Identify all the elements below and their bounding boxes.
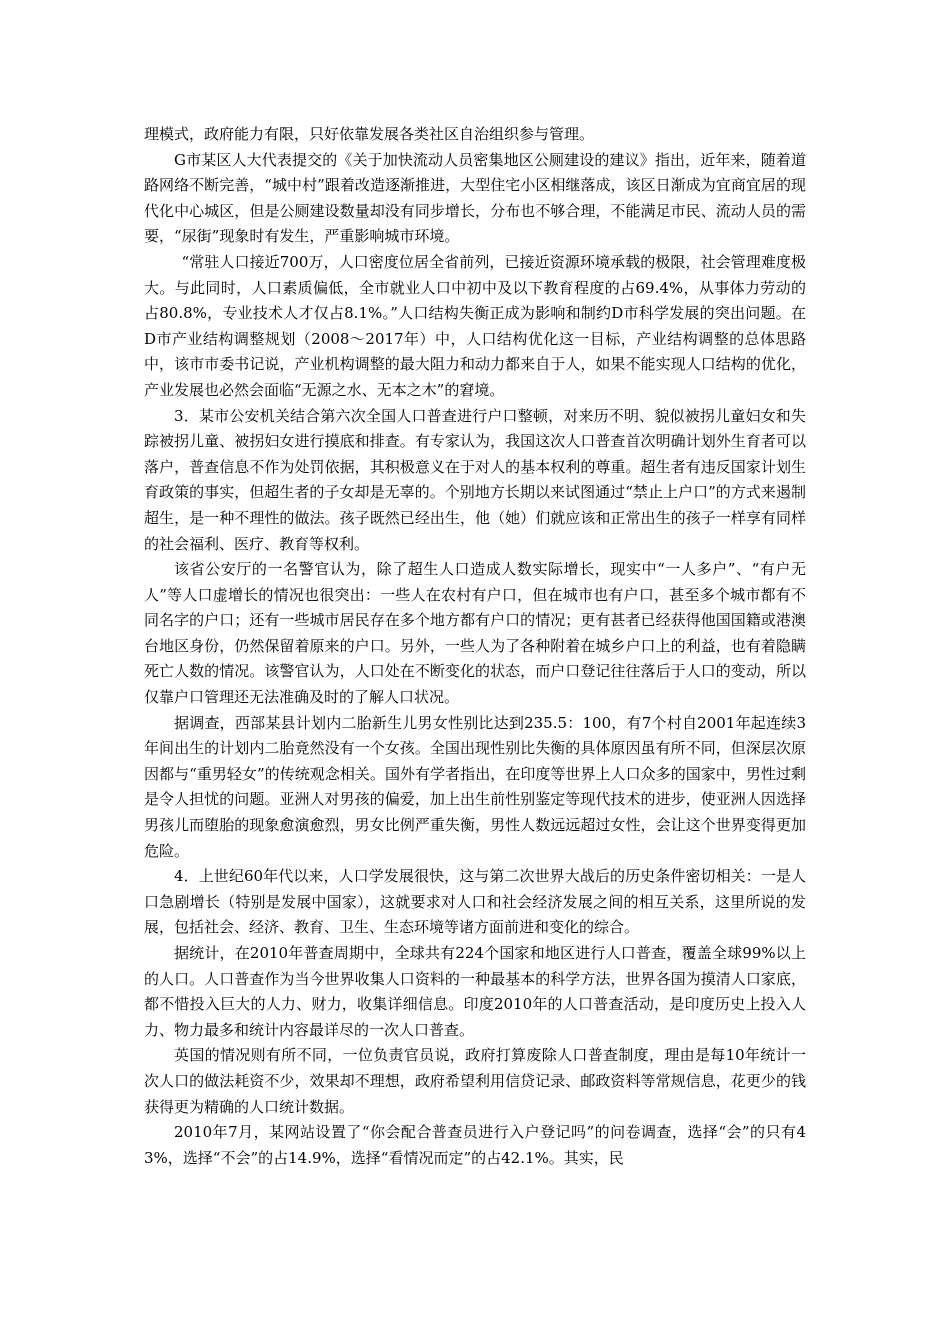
paragraph-10: 2010年7月，某网站设置了“你会配合普查员进行入户登记吗”的问卷调查，选择“会”的只有43%，选择“不会”的占14.9%，选择“看情况而定”的占42.1%。其实，民 [144, 1123, 806, 1167]
paragraph-5: 该省公安厅的一名警官认为，除了超生人口造成人数实际增长，现实中“一人多户”、“有户无人”等人口虚增长的情况也很突出：一些人在农村有户口，但在城市也有户口，甚至多个城市都有不同名字的户口；还有一些城市居民存在多个地方都有户口的情况；更有甚者已经获得他国国籍或港澳台地区身份，仍然保留着原来的户口。另外，一些人为了各种附着在城乡户口上的利益，也有着隐瞒死亡人数的情况。该警官认为，人口处在不断变化的状态，而户口登记往往落后于人口的变动，所以仅靠户口管理还无法准确及时的了解人口状况。 [144, 560, 806, 707]
paragraph-3: “常驻人口接近700万，人口密度位居全省前列，已接近资源环境承载的极限，社会管理难度极大。与此同时，人口素质偏低，全市就业人口中初中及以下教育程度的占69.4%，从事体力劳动的占80.8%，专业技术人才仅占8.1%。”人口结构失衡正成为影响和制约D市科学发展的突出问题。在D市产业结构调整规划（2008～2017年）中，人口结构优化这一目标，产业结构调整的总体思路中，该市市委书记说，产业机构调整的最大阻力和动力都来自于人，如果不能实现人口结构的优化，产业发展也必然会面临“无源之水、无本之木”的窘境。 [144, 252, 806, 399]
paragraph-8: 据统计，在2010年普查周期中，全球共有224个国家和地区进行人口普查，覆盖全球99%以上的人口。人口普查作为当今世界收集人口资料的一种最基本的科学方法，世界各国为摸清人口家底，都不惜投入巨大的人力、财力，收集详细信息。印度2010年的人口普查活动，是印度历史上投入人力、物力最多和统计内容最详尽的一次人口普查。 [144, 944, 806, 1039]
paragraph-7: 4．上世纪60年代以来，人口学发展很快，这与第二次世界大战后的历史条件密切相关：一是人口急剧增长（特别是发展中国家），这就要求对人口和社会经济发展之间的相互关系，这里所说的发展，包括社会、经济、教育、卫生、生态环境等诸方面前进和变化的综合。 [144, 867, 806, 937]
paragraph-1: 理模式，政府能力有限，只好依靠发展各类社区自治组织参与管理。 [144, 125, 595, 143]
paragraph-2: G市某区人大代表提交的《关于加快流动人员密集地区公厕建设的建议》指出，近年来，随着道路网络不断完善，“城中村”跟着改造逐渐推进，大型住宅小区相继落成，该区日渐成为宜商宜居的现代化中心城区，但是公厕建设数量却没有同步增长，分布也不够合理，不能满足市民、流动人员的需要，“尿街”现象时有发生，严重影响城市环境。 [144, 150, 806, 246]
paragraph-9: 英国的情况则有所不同，一位负责官员说，政府打算废除人口普查制度，理由是每10年统计一次人口的做法耗资不少，效果却不理想，政府希望利用信贷记录、邮政资料等常规信息，花更少的钱获得更为精确的人口统计数据。 [144, 1046, 806, 1116]
document-page [144, 122, 806, 1171]
paragraph-4: 3．某市公安机关结合第六次全国人口普查进行户口整顿，对来历不明、貌似被拐儿童妇女和失踪被拐儿童、被拐妇女进行摸底和排查。有专家认为，我国这次人口普查首次明确计划外生育者可以落户，普查信息不作为处罚依据，其积极意义在于对人的基本权利的尊重。超生者有违反国家计划生育政策的事实，但超生者的子女却是无辜的。个别地方长期以来试图通过“禁止上户口”的方式来遏制超生，是一种不理性的做法。孩子既然已经出生，他（她）们就应该和正常出生的孩子一样享有同样的社会福利、医疗、教育等权利。 [144, 406, 806, 553]
paragraph-6: 据调查，西部某县计划内二胎新生儿男女性别比达到235.5：100，有7个村自2001年起连续3年间出生的计划内二胎竟然没有一个女孩。全国出现性别比失衡的具体原因虽有所不同，但深层次原因都与“重男轻女”的传统观念相关。国外有学者指出，在印度等世界上人口众多的国家中，男性过剩是令人担忧的问题。亚洲人对男孩的偏爱，加上出生前性别鉴定等现代技术的进步，使亚洲人因选择男孩儿而堕胎的现象愈演愈烈，男女比例严重失衡，男性人数远远超过女性，会让这个世界变得更加危险。 [144, 713, 806, 860]
